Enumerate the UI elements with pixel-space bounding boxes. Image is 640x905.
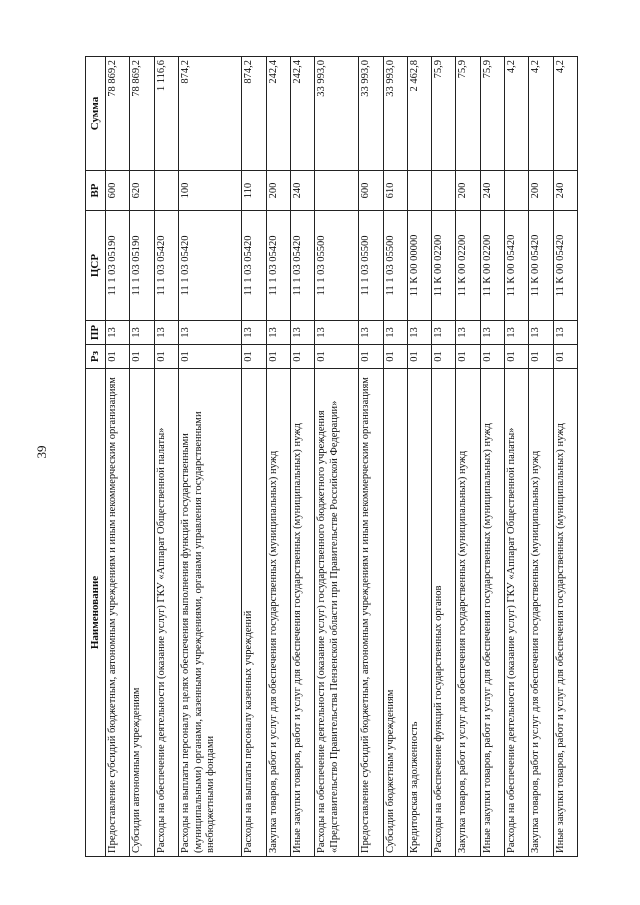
header-rz: Рз [86,345,106,369]
table-row [291,57,315,857]
row-name: Закупка товаров, работ и услуг для обеспечения государственных (муниципальных) нужд [456,369,480,857]
row-name: Предоставление субсидий бюджетным, автономным учреждениям и иным некоммерческим организациям [106,369,130,857]
row-sum: 242,4 [291,57,315,171]
row-name: Субсидии бюджетным учреждениям [383,369,407,857]
row-rz: 01 [242,345,266,369]
row-vr: 620 [130,171,154,211]
row-sum: 78 869,2 [106,57,130,171]
header-name: Наименование [86,369,106,857]
rotated-table-wrapper [85,57,578,857]
table-row [504,57,528,857]
row-pr: 13 [130,321,154,345]
row-sum: 33 993,0 [315,57,359,171]
table-row [106,57,130,857]
row-csr: 11 1 03 05500 [383,211,407,321]
row-pr: 13 [106,321,130,345]
row-pr: 13 [529,321,553,345]
row-csr: 11 1 03 05190 [106,211,130,321]
row-sum: 4,2 [504,57,528,171]
row-rz: 01 [359,345,383,369]
row-pr: 13 [242,321,266,345]
row-sum: 4,2 [553,57,577,171]
row-vr: 600 [359,171,383,211]
row-pr: 13 [315,321,359,345]
table-row [529,57,553,857]
row-rz: 01 [407,345,431,369]
table-row [383,57,407,857]
row-name: Расходы на выплаты персоналу в целях обеспечения выполнения функций государственными (муниципальными) органами, казенными учреждениями, органами управления государственными внебюджетными фондами [178,369,242,857]
row-csr: 11 К 00 00000 [407,211,431,321]
row-rz: 01 [315,345,359,369]
row-csr: 11 К 00 05420 [529,211,553,321]
row-sum: 874,2 [178,57,242,171]
row-name: Субсидии автономным учреждениям [130,369,154,857]
row-pr: 13 [359,321,383,345]
page-number: 39 [34,445,49,459]
table-row [315,57,359,857]
table-row [178,57,242,857]
row-rz: 01 [480,345,504,369]
header-vr: ВР [86,171,106,211]
row-csr: 11 К 00 02200 [432,211,456,321]
header-row [86,57,106,857]
table-row [480,57,504,857]
row-rz: 01 [291,345,315,369]
row-vr: 240 [553,171,577,211]
header-csr: ЦСР [86,211,106,321]
table-row [407,57,431,857]
row-rz: 01 [154,345,178,369]
row-vr [504,171,528,211]
row-pr: 13 [266,321,290,345]
row-rz: 01 [266,345,290,369]
row-csr: 11 1 03 05420 [266,211,290,321]
row-sum: 75,9 [432,57,456,171]
row-csr: 11 1 03 05500 [359,211,383,321]
row-name: Предоставление субсидий бюджетным, автономным учреждениям и иным некоммерческим организациям [359,369,383,857]
row-csr: 11 1 03 05420 [154,211,178,321]
row-pr: 13 [178,321,242,345]
row-csr: 11 1 03 05500 [315,211,359,321]
row-pr: 13 [154,321,178,345]
row-pr: 13 [383,321,407,345]
row-pr: 13 [553,321,577,345]
row-sum: 2 462,8 [407,57,431,171]
table-row [432,57,456,857]
row-rz: 01 [432,345,456,369]
row-sum: 33 993,0 [383,57,407,171]
row-vr: 240 [480,171,504,211]
row-rz: 01 [383,345,407,369]
table-row [154,57,178,857]
row-name: Закупка товаров, работ и услуг для обеспечения государственных (муниципальных) нужд [266,369,290,857]
row-vr [315,171,359,211]
row-name: Расходы на обеспечение деятельности (оказание услуг) ГКУ «Аппарат Общественной палаты» [154,369,178,857]
row-rz: 01 [178,345,242,369]
row-csr: 11 К 00 02200 [480,211,504,321]
row-vr: 240 [291,171,315,211]
row-rz: 01 [130,345,154,369]
row-pr: 13 [407,321,431,345]
row-vr: 600 [106,171,130,211]
row-vr [407,171,431,211]
row-name: Расходы на обеспечение деятельности (оказание услуг) государственного бюджетного учреждения «Представительство Правительства Пензенской области при Правительстве Российской Федерации» [315,369,359,857]
table-row [359,57,383,857]
row-vr: 200 [456,171,480,211]
table-row [553,57,577,857]
row-name: Закупка товаров, работ и услуг для обеспечения государственных (муниципальных) нужд [529,369,553,857]
row-pr: 13 [480,321,504,345]
row-name: Иные закупки товаров, работ и услуг для обеспечения государственных (муниципальных) нужд [553,369,577,857]
row-vr [432,171,456,211]
row-csr: 11 К 00 02200 [456,211,480,321]
row-vr: 200 [529,171,553,211]
row-name: Иные закупки товаров, работ и услуг для обеспечения государственных (муниципальных) нужд [291,369,315,857]
row-sum: 4,2 [529,57,553,171]
row-rz: 01 [456,345,480,369]
header-sum: Сумма [86,57,106,171]
row-name: Расходы на обеспечение деятельности (оказание услуг) ГКУ «Аппарат Общественной палаты» [504,369,528,857]
row-vr: 200 [266,171,290,211]
row-rz: 01 [529,345,553,369]
row-sum: 75,9 [480,57,504,171]
row-name: Расходы на выплаты персоналу казенных учреждений [242,369,266,857]
row-vr: 110 [242,171,266,211]
row-sum: 33 993,0 [359,57,383,171]
row-pr: 13 [432,321,456,345]
row-rz: 01 [504,345,528,369]
row-pr: 13 [504,321,528,345]
row-rz: 01 [553,345,577,369]
table-row [456,57,480,857]
row-name: Расходы на обеспечение функций государственных органов [432,369,456,857]
row-csr: 11 1 03 05420 [242,211,266,321]
row-name: Кредиторская задолженность [407,369,431,857]
table-row [130,57,154,857]
row-csr: 11 1 03 05420 [178,211,242,321]
row-vr [154,171,178,211]
row-csr: 11 1 03 05420 [291,211,315,321]
row-pr: 13 [291,321,315,345]
header-pr: ПР [86,321,106,345]
table-row [266,57,290,857]
row-sum: 242,4 [266,57,290,171]
row-sum: 75,9 [456,57,480,171]
row-csr: 11 К 00 05420 [553,211,577,321]
row-sum: 874,2 [242,57,266,171]
row-vr: 100 [178,171,242,211]
budget-table [85,56,578,857]
row-csr: 11 1 03 05190 [130,211,154,321]
table-row [242,57,266,857]
row-name: Иные закупки товаров, работ и услуг для обеспечения государственных (муниципальных) нужд [480,369,504,857]
row-sum: 78 869,2 [130,57,154,171]
row-rz: 01 [106,345,130,369]
row-csr: 11 К 00 05420 [504,211,528,321]
row-sum: 1 116,6 [154,57,178,171]
row-pr: 13 [456,321,480,345]
row-vr: 610 [383,171,407,211]
